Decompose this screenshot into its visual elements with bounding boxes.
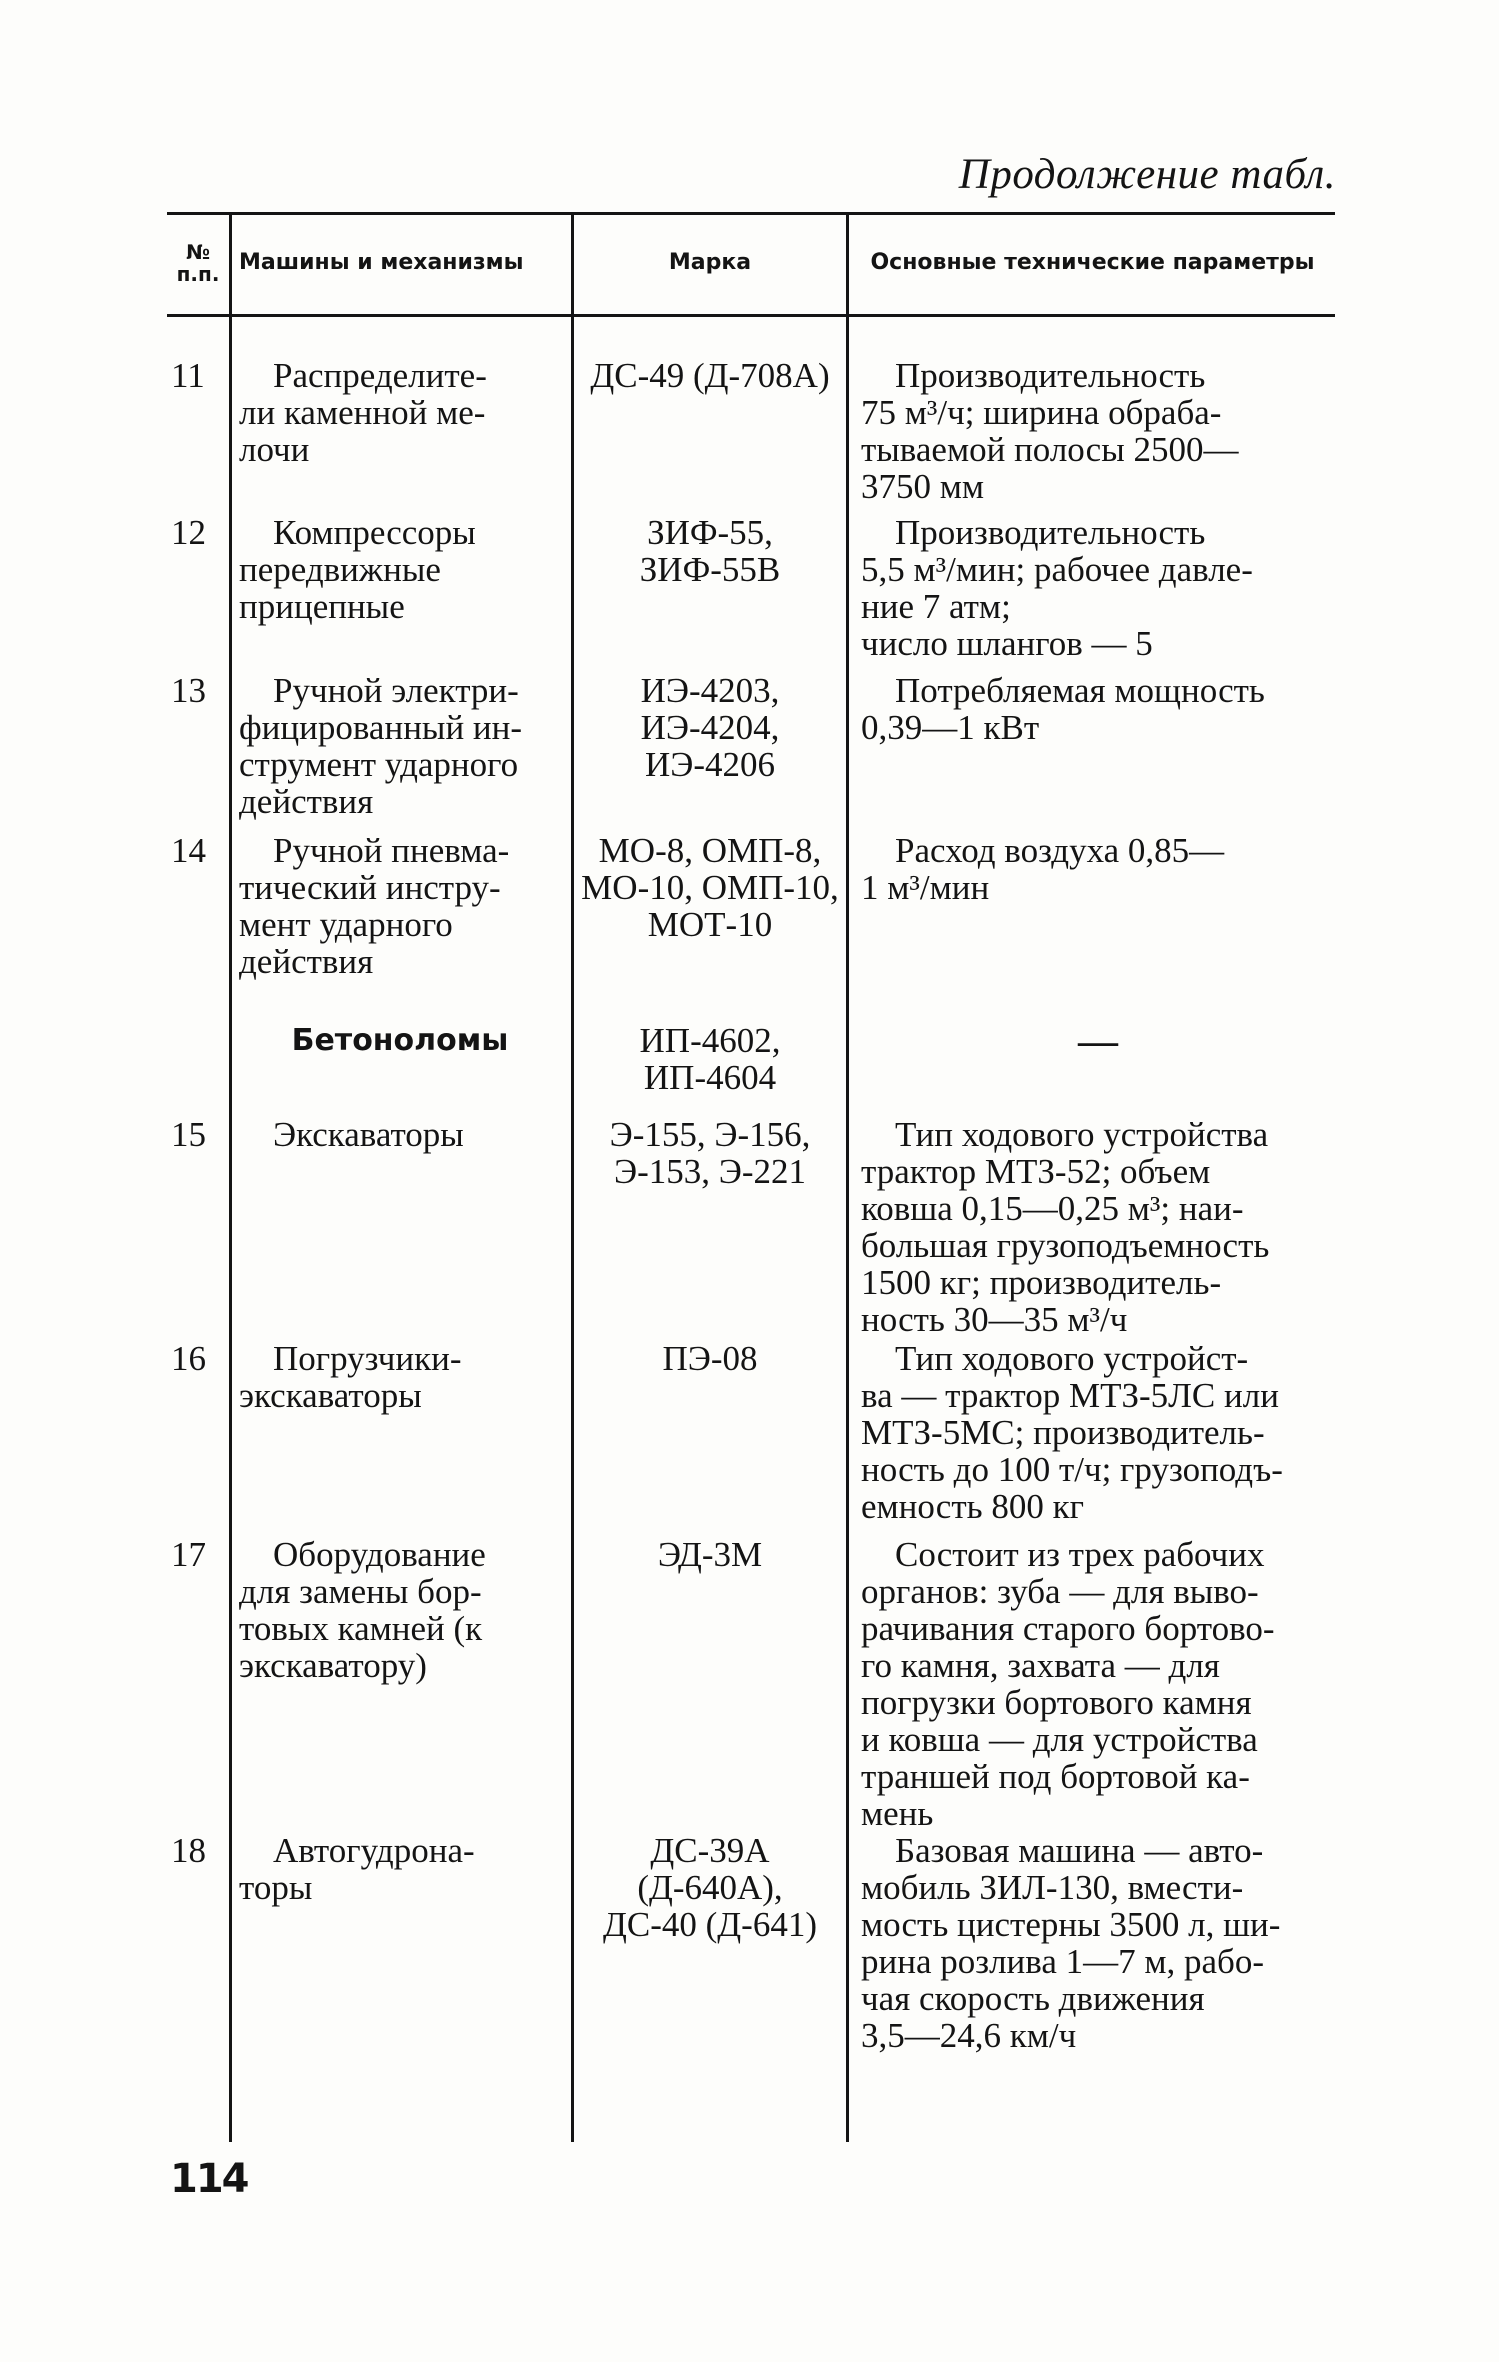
row-number: 14 — [171, 831, 206, 870]
column-divider — [229, 212, 232, 2142]
machine-name: Компрессоры передвижные прицепные — [239, 513, 476, 626]
column-divider — [571, 212, 574, 2142]
machine-name: Экскаваторы — [273, 1115, 464, 1154]
machine-mark: Э-155, Э-156, Э-153, Э-221 — [609, 1115, 811, 1191]
row-number: 16 — [171, 1339, 206, 1378]
machine-params: — — [1078, 1018, 1118, 1063]
machine-params: Базовая машина — авто- мобиль ЗИЛ-130, вмести- мость цистерны 3500 л, ши- рина розлива 1—7 м, рабо- чая скорость движения 3,5—24,6 км/ч — [861, 1831, 1281, 2055]
row-number: 15 — [171, 1115, 206, 1154]
header-machines: Машины и механизмы — [239, 249, 524, 275]
machine-name: Автогудрона- торы — [239, 1831, 475, 1907]
machine-params: Тип ходового устройства трактор МТЗ-52; объем ковша 0,15—0,25 м³; наи- большая грузоподъемность 1500 кг; производитель- ность 30—35 м³/ч — [861, 1115, 1270, 1339]
page-number: 114 — [170, 2156, 248, 2202]
machine-name: Бетоноломы — [291, 1023, 509, 1058]
machine-mark: ПЭ-08 — [662, 1339, 758, 1378]
machine-mark: ДС-39А (Д-640А), ДС-40 (Д-641) — [603, 1831, 817, 1944]
continuation-title: Продолжение табл. — [958, 151, 1336, 198]
row-number: 17 — [171, 1535, 206, 1574]
row-number: 18 — [171, 1831, 206, 1870]
header-num: № п.п. — [176, 240, 220, 286]
column-divider — [846, 212, 849, 2142]
machine-params: Производительность 5,5 м³/мин; рабочее давле- ние 7 атм; число шлангов — 5 — [861, 513, 1253, 663]
machine-mark: ДС-49 (Д-708А) — [590, 356, 830, 395]
machine-params: Расход воздуха 0,85— 1 м³/мин — [861, 831, 1225, 907]
machine-mark: ЭД-3М — [657, 1535, 763, 1574]
machine-params: Тип ходового устройст- ва — трактор МТЗ-5ЛС или МТЗ-5МС; производитель- ность до 100 т/ч; грузоподъ- емность 800 кг — [861, 1339, 1283, 1526]
machine-mark: ИП-4602, ИП-4604 — [639, 1021, 781, 1097]
machine-name: Погрузчики- экскаваторы — [239, 1339, 462, 1415]
machine-mark: МО-8, ОМП-8, МО-10, ОМП-10, МОТ-10 — [581, 831, 839, 944]
row-number: 12 — [171, 513, 206, 552]
machine-name: Оборудование для замены бор- товых камней (к экскаватору) — [239, 1535, 486, 1685]
machine-params: Состоит из трех рабочих органов: зуба — для выво- рачивания старого бортово- го камня, захвата — для погрузки бортового камня и ковша — для устройства траншей под бортовой ка- мень — [861, 1535, 1275, 1833]
machine-params: Потребляемая мощность 0,39—1 кВт — [861, 671, 1265, 747]
machine-name: Ручной пневма- тический инстру- мент ударного действия — [239, 831, 510, 981]
row-number: 11 — [171, 356, 205, 395]
machines-table — [167, 212, 1335, 2142]
header-bottom-rule — [167, 314, 1335, 317]
machine-name: Ручной электри- фицированный ин- струмент ударного действия — [239, 671, 523, 821]
row-number: 13 — [171, 671, 206, 710]
machine-name: Распределите- ли каменной ме- лочи — [239, 356, 487, 469]
machine-mark: ЗИФ-55, ЗИФ-55В — [639, 513, 781, 589]
machine-params: Производительность 75 м³/ч; ширина обраба- тываемой полосы 2500— 3750 мм — [861, 356, 1239, 506]
header-mark: Марка — [668, 249, 752, 275]
machine-mark: ИЭ-4203, ИЭ-4204, ИЭ-4206 — [640, 671, 780, 784]
header-params: Основные технические параметры — [870, 249, 1315, 275]
